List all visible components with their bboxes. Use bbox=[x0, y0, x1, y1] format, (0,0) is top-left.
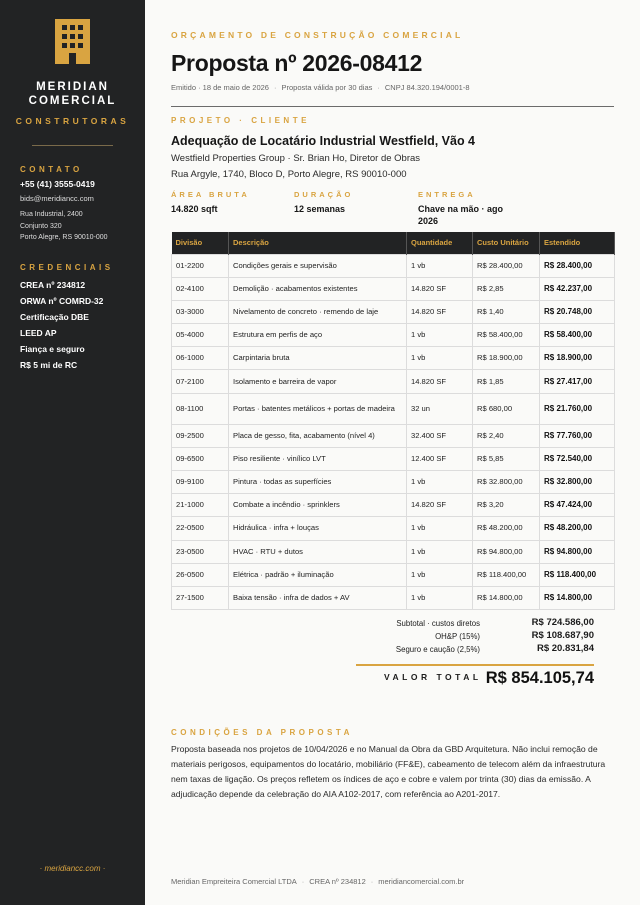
division-cell: 01-2200 bbox=[172, 254, 229, 277]
subtotal-label: Subtotal · custos diretos bbox=[396, 619, 480, 628]
address-line: Rua Industrial, 2400 bbox=[20, 211, 83, 218]
credentials-heading: CREDENCIAIS bbox=[20, 263, 114, 272]
conditions-text: Proposta baseada nos projetos de 10/04/2026 e no Manual da Obra da GBD Arquitetura. Não inclui remoção de materiais perigosos, equipamentos do locatário, mobiliário (FF&E), cabeamento de telecom além da infraestrutura nem taxas de ligação. Os preços refletem os índices de aço e cobre e valem por trinta (30) dias da emissão. A adjudicação depende da celebração do AIA A102-2017, com referência ao A201-2017. bbox=[171, 744, 606, 799]
division-cell: 27-1500 bbox=[172, 586, 229, 609]
bond-label: Seguro e caução (2,5%) bbox=[395, 645, 480, 654]
sidebar bbox=[0, 0, 145, 905]
credential-item: CREA nº 234812 bbox=[20, 280, 86, 290]
quantity-cell: 1 vb bbox=[407, 517, 473, 540]
validity-note: Proposta válida por 30 dias bbox=[281, 83, 373, 92]
footer-site[interactable]: meridiancomercial.com.br bbox=[378, 877, 465, 886]
contact-address bbox=[20, 209, 108, 244]
division-cell: 08-1100 bbox=[172, 393, 229, 424]
ohp-label: OH&P (15%) bbox=[435, 632, 480, 641]
building-logo-icon bbox=[55, 19, 90, 64]
description-cell: Nivelamento de concreto · remendo de laje bbox=[229, 300, 407, 323]
unit-cost-cell: R$ 1,85 bbox=[473, 370, 540, 393]
quantity-cell: 1 vb bbox=[407, 324, 473, 347]
division-cell: 07-2100 bbox=[172, 370, 229, 393]
extended-cell: R$ 94.800,00 bbox=[540, 540, 615, 563]
credential-item: R$ 5 mi de RC bbox=[20, 360, 78, 370]
description-cell: Isolamento e barreira de vapor bbox=[229, 370, 407, 393]
project-heading: PROJETO · CLIENTE bbox=[171, 116, 310, 125]
division-cell: 09-6500 bbox=[172, 447, 229, 470]
issued-date: Emitido · 18 de maio de 2026 bbox=[171, 83, 269, 92]
description-cell: Condições gerais e supervisão bbox=[229, 254, 407, 277]
sidebar-divider bbox=[32, 145, 113, 146]
division-cell: 05-4000 bbox=[172, 324, 229, 347]
conditions-heading: CONDIÇÕES DA PROPOSTA bbox=[171, 728, 353, 737]
subtotal-value: R$ 724.586,00 bbox=[531, 617, 594, 628]
unit-cost-cell: R$ 3,20 bbox=[473, 494, 540, 517]
unit-cost-cell: R$ 32.800,00 bbox=[473, 471, 540, 494]
division-cell: 22-0500 bbox=[172, 517, 229, 540]
division-cell: 03-3000 bbox=[172, 300, 229, 323]
unit-cost-cell: R$ 48.200,00 bbox=[473, 517, 540, 540]
unit-cost-cell: R$ 18.900,00 bbox=[473, 347, 540, 370]
quantity-cell: 1 vb bbox=[407, 471, 473, 494]
description-cell: Hidráulica · infra + louças bbox=[229, 517, 407, 540]
column-header: Custo Unitário bbox=[473, 232, 540, 254]
header-divider bbox=[171, 106, 614, 107]
grand-total-label: VALOR TOTAL bbox=[384, 672, 482, 682]
extended-cell: R$ 14.800,00 bbox=[540, 586, 615, 609]
quantity-cell: 1 vb bbox=[407, 563, 473, 586]
unit-cost-cell: R$ 28.400,00 bbox=[473, 254, 540, 277]
table-row bbox=[172, 393, 615, 424]
description-cell: Placa de gesso, fita, acabamento (nível 4) bbox=[229, 424, 407, 447]
extended-cell: R$ 28.400,00 bbox=[540, 254, 615, 277]
extended-cell: R$ 48.200,00 bbox=[540, 517, 615, 540]
stat-label-area: ÁREA BRUTA bbox=[171, 190, 250, 199]
document-eyebrow: ORÇAMENTO DE CONSTRUÇÃO COMERCIAL bbox=[171, 30, 464, 40]
extended-cell: R$ 21.760,00 bbox=[540, 393, 615, 424]
unit-cost-cell: R$ 118.400,00 bbox=[473, 563, 540, 586]
division-cell: 09-2500 bbox=[172, 424, 229, 447]
table-row bbox=[172, 370, 615, 393]
stat-label-delivery: ENTREGA bbox=[418, 190, 476, 199]
extended-cell: R$ 72.540,00 bbox=[540, 447, 615, 470]
project-address: Rua Argyle, 1740, Bloco D, Porto Alegre, RS 90010-000 bbox=[171, 169, 407, 180]
table-row bbox=[172, 254, 615, 277]
description-cell: Combate a incêndio · sprinklers bbox=[229, 494, 407, 517]
stat-value-delivery: Chave na mão · ago 2026 bbox=[418, 204, 504, 226]
table-row bbox=[172, 494, 615, 517]
table-row bbox=[172, 563, 615, 586]
credential-item: Fiança e seguro bbox=[20, 344, 85, 354]
description-cell: Carpintaria bruta bbox=[229, 347, 407, 370]
column-header: Divisão bbox=[172, 232, 229, 254]
company-name-line2: COMERCIAL bbox=[28, 95, 117, 107]
unit-cost-cell: R$ 680,00 bbox=[473, 393, 540, 424]
description-cell: Baixa tensão · infra de dados + AV bbox=[229, 586, 407, 609]
unit-cost-cell: R$ 58.400,00 bbox=[473, 324, 540, 347]
address-line: Porto Alegre, RS 90010-000 bbox=[20, 234, 108, 241]
sidebar-website[interactable]: · meridiancc.com · bbox=[39, 864, 106, 873]
unit-cost-cell: R$ 1,40 bbox=[473, 300, 540, 323]
division-cell: 09-9100 bbox=[172, 471, 229, 494]
division-cell: 26-0500 bbox=[172, 563, 229, 586]
grand-total-value: R$ 854.105,74 bbox=[485, 669, 594, 687]
contact-phone[interactable]: +55 (41) 3555-0419 bbox=[20, 179, 95, 189]
table-row bbox=[172, 324, 615, 347]
description-cell: Pintura · todas as superfícies bbox=[229, 471, 407, 494]
project-client: Westfield Properties Group · Sr. Brian Ho, Diretor de Obras bbox=[171, 153, 421, 164]
unit-cost-cell: R$ 5,85 bbox=[473, 447, 540, 470]
stat-value-duration: 12 semanas bbox=[294, 204, 346, 214]
table-row bbox=[172, 300, 615, 323]
address-line: Conjunto 320 bbox=[20, 222, 62, 230]
quantity-cell: 14.820 SF bbox=[407, 277, 473, 300]
table-row bbox=[172, 277, 615, 300]
extended-cell: R$ 20.748,00 bbox=[540, 300, 615, 323]
extended-cell: R$ 118.400,00 bbox=[540, 563, 615, 586]
extended-cell: R$ 42.237,00 bbox=[540, 277, 615, 300]
table-row bbox=[172, 447, 615, 470]
credential-item: LEED AP bbox=[20, 328, 57, 338]
footer-company: Meridian Empreiteira Comercial LTDA bbox=[171, 877, 297, 886]
table-row bbox=[172, 586, 615, 609]
unit-cost-cell: R$ 94.800,00 bbox=[473, 540, 540, 563]
description-cell: Demolição · acabamentos existentes bbox=[229, 277, 407, 300]
contact-heading: CONTATO bbox=[20, 165, 83, 174]
column-header: Descrição bbox=[229, 232, 407, 254]
company-name-line1: MERIDIAN bbox=[36, 81, 109, 93]
bond-value: R$ 20.831,84 bbox=[536, 643, 594, 654]
quantity-cell: 12.400 SF bbox=[407, 447, 473, 470]
table-row bbox=[172, 471, 615, 494]
quantity-cell: 32.400 SF bbox=[407, 424, 473, 447]
quantity-cell: 14.820 SF bbox=[407, 370, 473, 393]
description-cell: Elétrica · padrão + iluminação bbox=[229, 563, 407, 586]
table-row bbox=[172, 517, 615, 540]
page-title: Proposta nº 2026-08412 bbox=[171, 50, 423, 76]
quantity-cell: 1 vb bbox=[407, 586, 473, 609]
division-cell: 21-1000 bbox=[172, 494, 229, 517]
extended-cell: R$ 58.400,00 bbox=[540, 324, 615, 347]
project-title: Adequação de Locatário Industrial Westfield, Vão 4 bbox=[171, 134, 476, 148]
extended-cell: R$ 77.760,00 bbox=[540, 424, 615, 447]
division-cell: 06-1000 bbox=[172, 347, 229, 370]
extended-cell: R$ 27.417,00 bbox=[540, 370, 615, 393]
footer-crea: CREA nº 234812 bbox=[309, 877, 366, 886]
credential-item: ORWA nº COMRD-32 bbox=[20, 296, 104, 306]
division-cell: 23-0500 bbox=[172, 540, 229, 563]
unit-cost-cell: R$ 2,40 bbox=[473, 424, 540, 447]
table-row bbox=[172, 540, 615, 563]
description-cell: HVAC · RTU + dutos bbox=[229, 540, 407, 563]
company-name bbox=[0, 80, 145, 108]
extended-cell: R$ 18.900,00 bbox=[540, 347, 615, 370]
stat-label-duration: DURAÇÃO bbox=[294, 190, 354, 199]
quantity-cell: 1 vb bbox=[407, 347, 473, 370]
table-header-row bbox=[172, 232, 615, 254]
contact-email[interactable]: bids@meridiancc.com bbox=[20, 194, 94, 203]
quantity-cell: 14.820 SF bbox=[407, 494, 473, 517]
stat-value-area: 14.820 sqft bbox=[171, 204, 218, 214]
table-row bbox=[172, 424, 615, 447]
unit-cost-cell: R$ 14.800,00 bbox=[473, 586, 540, 609]
extended-cell: R$ 47.424,00 bbox=[540, 494, 615, 517]
description-cell: Estrutura em perfis de aço bbox=[229, 324, 407, 347]
company-subtitle: CONSTRUTORAS bbox=[15, 116, 130, 126]
credential-item: Certificação DBE bbox=[20, 312, 89, 322]
description-cell: Portas · batentes metálicos + portas de madeira bbox=[229, 393, 407, 424]
total-divider bbox=[356, 664, 594, 666]
column-header: Estendido bbox=[540, 232, 615, 254]
quantity-cell: 32 un bbox=[407, 393, 473, 424]
quantity-cell: 14.820 SF bbox=[407, 300, 473, 323]
line-items-table bbox=[171, 232, 615, 610]
unit-cost-cell: R$ 2,85 bbox=[473, 277, 540, 300]
description-cell: Piso resiliente · vinílico LVT bbox=[229, 447, 407, 470]
cnpj: CNPJ 84.320.194/0001-8 bbox=[384, 83, 470, 92]
quantity-cell: 1 vb bbox=[407, 540, 473, 563]
page-footer: Meridian Empreiteira Comercial LTDA · CREA nº 234812 · meridiancomercial.com.br bbox=[171, 877, 465, 886]
column-header: Quantidade bbox=[407, 232, 473, 254]
division-cell: 02-4100 bbox=[172, 277, 229, 300]
extended-cell: R$ 32.800,00 bbox=[540, 471, 615, 494]
quantity-cell: 1 vb bbox=[407, 254, 473, 277]
document-meta: Emitido · 18 de maio de 2026 · Proposta válida por 30 dias · CNPJ 84.320.194/0001-8 bbox=[171, 83, 470, 92]
table-row bbox=[172, 347, 615, 370]
ohp-value: R$ 108.687,90 bbox=[531, 630, 594, 641]
